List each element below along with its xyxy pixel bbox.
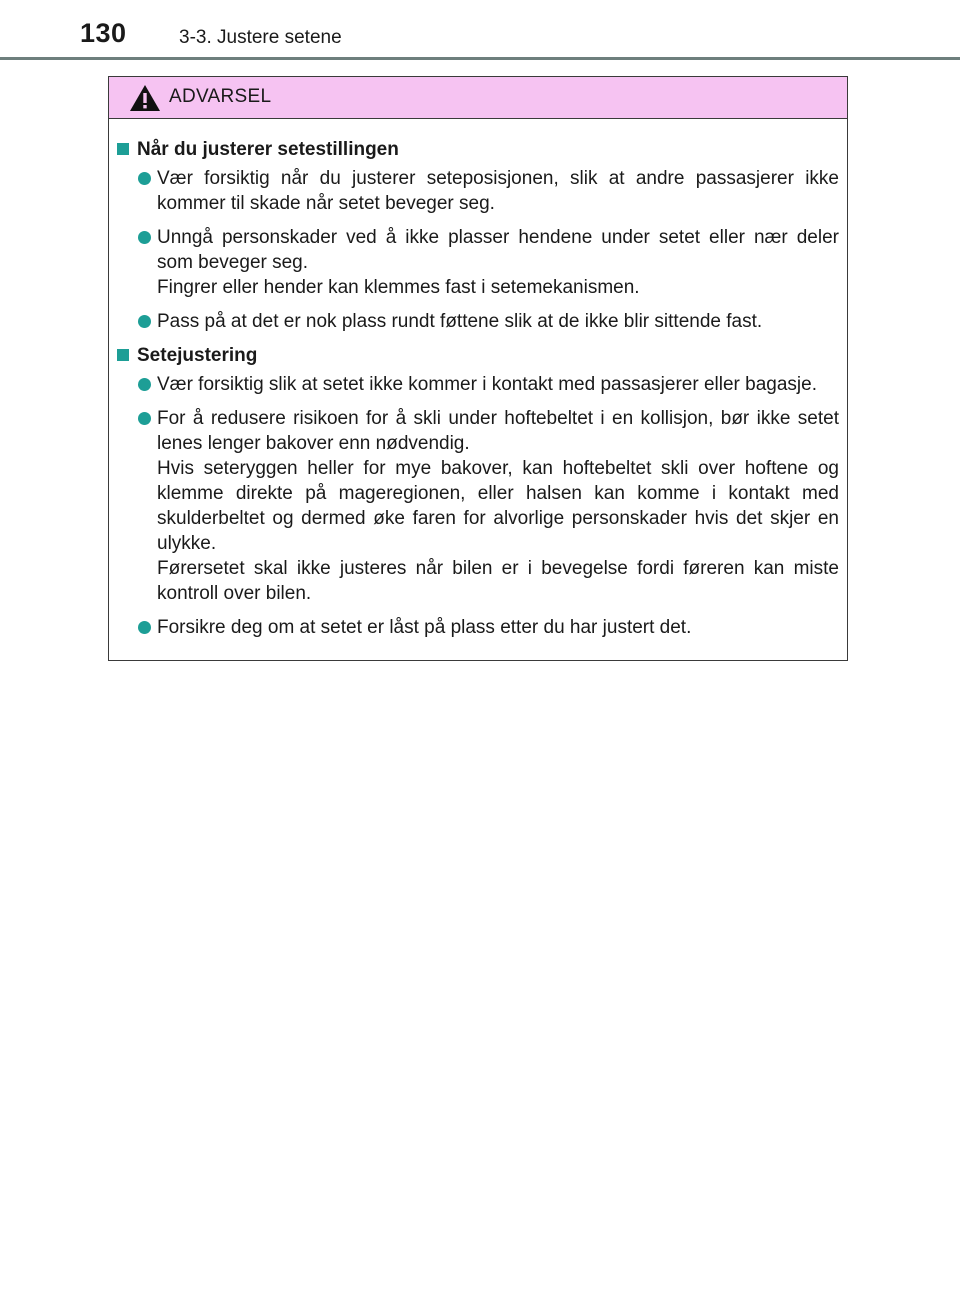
list-item — [113, 615, 839, 640]
paragraph: Vær forsiktig slik at setet ikke kommer i kontakt med passasjerer eller bagasje. — [157, 374, 817, 395]
paragraph: Førersetet skal ikke justeres når bilen er i bevegelse fordi føreren kan miste kontroll over bilen. — [157, 558, 839, 604]
list-item-text — [157, 406, 839, 606]
list-item — [113, 406, 839, 606]
circle-bullet-icon — [138, 315, 151, 328]
paragraph: For å redusere risikoen for å skli under hoftebeltet i en kollisjon, bør ikke setet lenes lenger bakover enn nødvendig. — [157, 408, 839, 454]
circle-bullet-icon — [138, 621, 151, 634]
paragraph: Pass på at det er nok plass rundt føttene slik at de ikke blir sittende fast. — [157, 311, 763, 332]
section-heading — [113, 137, 839, 162]
warning-title: ADVARSEL — [169, 86, 272, 107]
page-number: 130 — [80, 18, 127, 48]
warning-triangle-icon — [129, 84, 161, 112]
page-header — [0, 0, 960, 60]
paragraph: Vær forsiktig når du justerer seteposisjonen, slik at andre passasjerer ikke kommer til skade når setet beveger seg. — [157, 168, 839, 214]
list-item — [113, 225, 839, 300]
paragraph: Unngå personskader ved å ikke plasser hendene under setet eller nær deler som beveger seg. — [157, 227, 839, 273]
header-rule — [0, 57, 960, 60]
circle-bullet-icon — [138, 172, 151, 185]
section-heading — [113, 343, 839, 368]
circle-bullet-icon — [138, 412, 151, 425]
warning-header — [109, 77, 847, 119]
warning-box — [108, 76, 848, 661]
circle-bullet-icon — [138, 378, 151, 391]
list-item-text — [157, 309, 839, 334]
list-item-text — [157, 166, 839, 216]
list-item — [113, 309, 839, 334]
list-item-text — [157, 615, 839, 640]
section-heading-text: Setejustering — [137, 345, 258, 366]
section-heading-text: Når du justerer setestillingen — [137, 139, 399, 160]
paragraph: Forsikre deg om at setet er låst på plass etter du har justert det. — [157, 617, 692, 638]
square-bullet-icon — [117, 349, 129, 361]
section-title: 3-3. Justere setene — [179, 27, 342, 48]
circle-bullet-icon — [138, 231, 151, 244]
paragraph: Hvis seteryggen heller for mye bakover, kan hoftebeltet skli over hoftene og klemme direkte på mageregionen, eller halsen kan komme i kontakt med skulderbeltet og dermed øke faren for alvorlige personskader hvis det skjer en ulykke. — [157, 458, 839, 554]
list-item — [113, 166, 839, 216]
warning-body — [109, 119, 847, 640]
list-item-text — [157, 225, 839, 300]
paragraph: Fingrer eller hender kan klemmes fast i setemekanismen. — [157, 277, 640, 298]
list-item-text — [157, 372, 839, 397]
list-item — [113, 372, 839, 397]
square-bullet-icon — [117, 143, 129, 155]
